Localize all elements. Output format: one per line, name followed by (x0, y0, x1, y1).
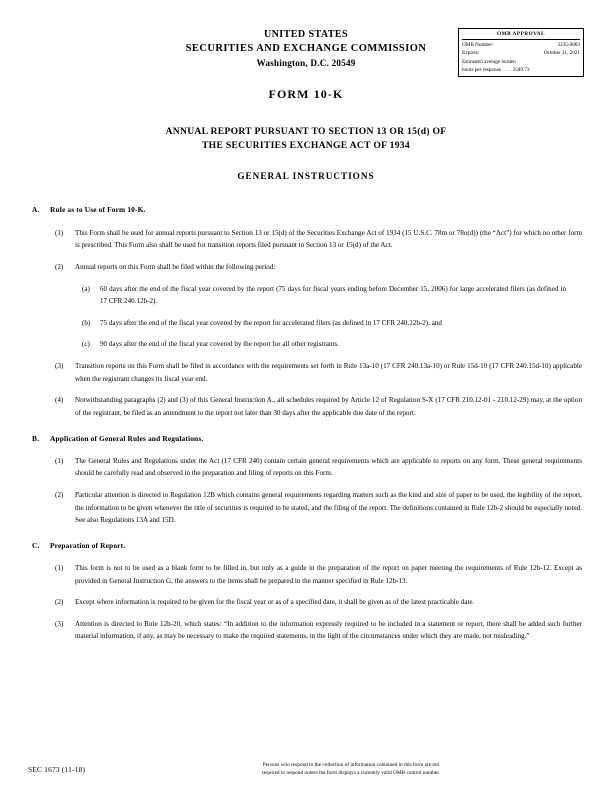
item-marker: (1) (55, 228, 64, 237)
page-footer (28, 761, 584, 778)
instruction-item (28, 227, 584, 252)
omb-number-row (462, 41, 580, 49)
item-text: Notwithstanding paragraphs (2) and (3) of this General Instruction A., all schedules required by Article 12 of Regulation S-X (17 CFR 210.12-01 - 210.12-29) may, at the option of the registrant, be filed as an amendment to the report not later than 30 days after the applicable due date of the report. (75, 396, 582, 417)
item-text: This Form shall be used for annual reports pursuant to Section 13 or 15(d) of the Securities Exchange Act of 1934 (15 U.S.C. 78m or 78o(d)) (the “Act”) for which no other form is prescribed. This Form also shall be used for transition reports filed pursuant to Section 13 or 15(d) of the Act. (75, 228, 582, 250)
omb-burden-value: hours per response . . . . 2589.73 (462, 67, 530, 74)
subitem-marker: (b) (82, 318, 91, 327)
section-a-heading (28, 203, 584, 216)
item-text: Annual reports on this Form shall be filed within the following period: (75, 262, 276, 271)
omb-approval-title: OMB APPROVAL (462, 30, 580, 40)
item-text: Except where information is required to be given for the fiscal year or as of a specified date, it shall be given as of the latest practicable date. (75, 598, 475, 607)
item-marker: (1) (55, 456, 64, 465)
instruction-item (28, 596, 584, 609)
subitem-text: 90 days after the end of the fiscal year covered by the report for all other registrants. (100, 340, 339, 349)
notice-line-1: Persons who respond to the collection of information contained in this form are not (262, 761, 440, 768)
item-marker: (2) (55, 490, 64, 499)
form-revision-code: SEC 1673 (11-18) (28, 764, 86, 774)
instruction-item (28, 455, 584, 480)
instruction-subitem (28, 283, 584, 308)
item-text: Particular attention is directed to Regulation 12B which contains general requirements regarding matters such as the kind and size of paper to be used, the legibility of the report, the information to be given whenever the title of securities is required to be stated, and the filing of the report. The definitions contained in Rule 12b-2 should be especially noted. See also Regulations 13A and 15D. (75, 490, 582, 525)
form-title: FORM 10-K (268, 87, 344, 102)
section-c (28, 539, 584, 643)
item-marker: (3) (55, 619, 64, 628)
notice-line-2: required to respond unless the form displays a currently valid OMB control number. (261, 770, 441, 777)
report-subtitle-line2: THE SECURITIES EXCHANGE ACT OF 1934 (201, 139, 410, 151)
omb-number-value: 3235-0063 (557, 41, 580, 48)
section-a-letter: A. (32, 205, 40, 215)
item-marker: (2) (55, 598, 64, 607)
omb-approval-box (458, 28, 584, 77)
section-c-letter: C. (32, 540, 40, 550)
section-a (28, 203, 584, 419)
instruction-subitem (28, 317, 584, 330)
section-b-title: Application of General Rules and Regulations. (50, 433, 204, 443)
item-marker: (3) (55, 362, 64, 371)
instruction-item (28, 562, 584, 587)
item-text: The General Rules and Regulations under the Act (17 CFR 240) contain certain general requirements which are applicable to reports on any form. These general requirements should be carefully read and observed in the preparation and filing of reports on this Form. (75, 456, 582, 478)
instruction-item (28, 489, 584, 527)
item-marker: (2) (55, 262, 64, 271)
omb-number-label: OMB Number: (462, 41, 494, 48)
item-marker: (4) (55, 396, 64, 405)
omb-expires-label: Expires: (462, 50, 480, 57)
instructions-body (28, 203, 584, 643)
instruction-item (28, 261, 584, 274)
instruction-subitem (28, 338, 584, 351)
subitem-text: 75 days after the end of the fiscal year covered by the report for accelerated filers (as defined in 17 CFR 240.12b-2), and (100, 318, 442, 327)
general-instructions-heading: GENERAL INSTRUCTIONS (237, 171, 375, 182)
instruction-item (28, 394, 584, 419)
omb-expires-value: October 31, 2021 (543, 50, 580, 57)
omb-burden-label: Estimated average burden (462, 58, 516, 65)
subitem-marker: (c) (82, 340, 90, 349)
agency-address: Washington, D.C. 20549 (256, 58, 356, 69)
section-b-heading (28, 432, 584, 445)
paperwork-reduction-notice (178, 761, 584, 778)
item-text: Transition reports on this Form shall be filed in accordance with the requirements set forth in Rule 13a-10 (17 CFR 240.13a-10) or Rule 15d-10 (17 CFR 240.15d-10) applicable when the registrant changes its fiscal year end. (75, 362, 582, 383)
section-b (28, 432, 584, 527)
instruction-item (28, 360, 584, 385)
item-text: This form is not to be used as a blank form to be filled in, but only as a guide in the preparation of the report on paper meeting the requirements of Rule 12b-12. Except as provided in General Instruction G, the answers to the items shall be prepared in the manner specified in Rule 12b-13. (75, 563, 582, 585)
section-c-title: Preparation of Report. (50, 540, 126, 550)
item-marker: (1) (55, 563, 64, 572)
agency-name: SECURITIES AND EXCHANGE COMMISSION (185, 43, 427, 55)
item-text: Attention is directed to Rule 12b-20, which states: “In addition to the information expressly required to be included in a statement or report, there shall be added such further material information, if any, as may be necessary to make the required statements, in the light of the circumstances under which they are made, not misleading.” (75, 619, 582, 641)
omb-expires-row (462, 49, 580, 57)
issuer-country: UNITED STATES (263, 29, 349, 40)
section-c-heading (28, 539, 584, 552)
section-b-letter: B. (32, 433, 40, 443)
report-subtitle-line1: ANNUAL REPORT PURSUANT TO SECTION 13 OR 15(d) OF (165, 126, 447, 138)
subitem-text: 60 days after the end of the fiscal year covered by the report (75 days for fiscal years ending before December 15, 2006) for large accelerated filers (as defined in 17 CFR 240.12b-2). (100, 284, 566, 306)
section-a-title: Rule as to Use of Form 10-K. (50, 205, 146, 215)
instruction-item (28, 618, 584, 643)
subitem-marker: (a) (82, 284, 90, 293)
